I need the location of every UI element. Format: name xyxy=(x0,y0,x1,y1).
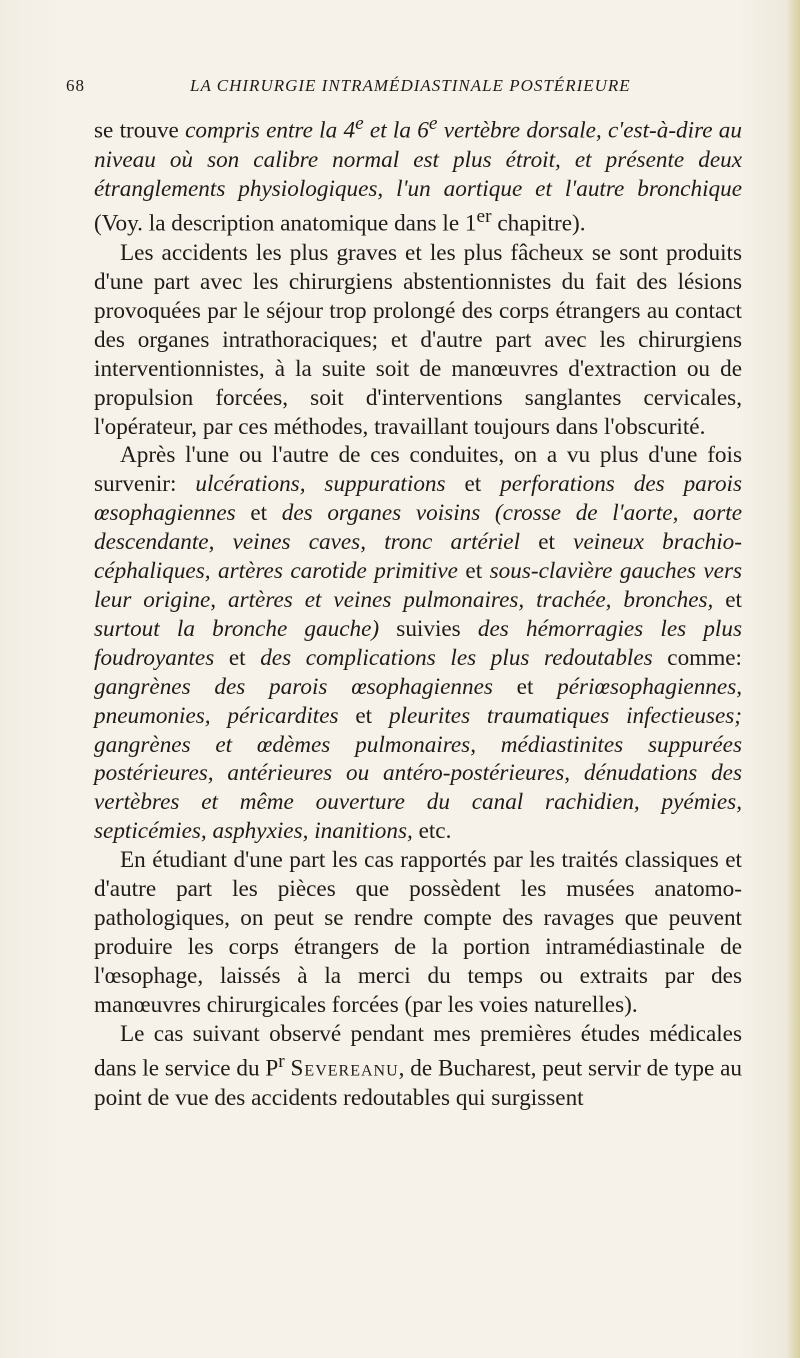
body-text xyxy=(94,110,742,1113)
page-header xyxy=(0,76,800,104)
paragraph-2: Les accidents les plus graves et les plus fâcheux se sont produits d'une part avec les chirurgiens abstentionnistes du fait des lésions provoquées par le séjour trop prolongé des corps étrangers au contact des organes intrathoraciques; et d'autre part avec les chirurgiens interventionnistes, à la suite soit de manœuvres d'extraction ou de propulsion forcées, soit d'interventions sanglantes cervicales, l'opérateur, par ces méthodes, travaillant toujours dans l'obscurité. xyxy=(94,240,742,440)
running-title: LA CHIRURGIE INTRAMÉDIASTINALE POSTÉRIEURE xyxy=(190,76,631,95)
author-name: Severeanu xyxy=(290,1056,399,1083)
paragraph-1: se trouve compris entre la 4e et la 6e vertèbre dorsale, c'est-à-dire au niveau où son calibre normal est plus étroit, et présente deux étranglements physiologiques, l'un aortique et l'autre bronchique (Voy. la description anatomique dans le 1er chapitre). xyxy=(94,113,742,238)
page-number: 68 xyxy=(66,76,85,95)
page-edge xyxy=(786,0,800,1358)
paragraph-4: En étudiant d'une part les cas rapportés par les traités classiques et d'autre part les pièces que possèdent les musées anatomo-pathologiques, on peut se rendre compte des ravages que peuvent produire les corps étrangers de la portion intramédiastinale de l'œsophage, laissés à la merci du temps ou extraits par des manœuvres chirurgicales forcées (par les voies naturelles). xyxy=(94,847,742,1018)
paragraph-5: Le cas suivant observé pendant mes premières études médicales dans le service du $P^r$ Severeanu, de Bucharest, peut servir de type au point de vue des accidents redoutables qui surgissent xyxy=(94,1020,742,1112)
paragraph-3: Après l'une ou l'autre de ces conduites, on a vu plus d'une fois survenir: ulcérations, suppurations et perforations des parois œsophagiennes et des organes voisins (crosse de l'aorte, aorte descendante, veines caves, tronc artériel et veineux brachio-céphaliques, artères carotide primitive et sous-clavière gauches vers leur origine, artères et veines pulmonaires, trachée, bronches, et surtout la bronche gauche) suivies des hémorragies les plus foudroyantes et des complications les plus redoutables comme: gangrènes des parois œsophagiennes et périœsophagiennes, pneumonies, péricardites et pleurites traumatiques infectieuses; gangrènes et œdèmes pulmonaires, médiastinites suppurées postérieures, antérieures ou antéro-postérieures, dénudations des vertèbres et même ouverture du canal rachidien, pyémies, septicémies, asphyxies, inanitions, etc. xyxy=(94,442,743,845)
